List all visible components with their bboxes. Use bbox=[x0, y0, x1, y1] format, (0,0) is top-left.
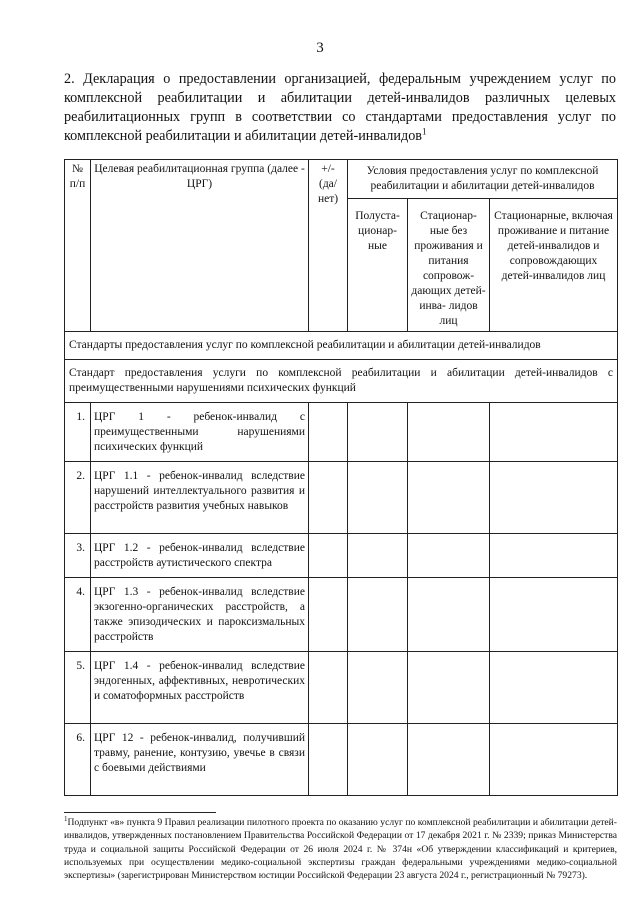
row-group-name: ЦРГ 1.4 - ребенок-инвалид вследствие эндогенных, аффективных, невротических и соматоформных расстройств bbox=[91, 652, 309, 724]
row-number: 1. bbox=[65, 403, 91, 462]
cell-stationary-no-living[interactable] bbox=[408, 578, 490, 652]
cell-semi-stationary[interactable] bbox=[348, 724, 408, 796]
footnote-text: Подпункт «в» пункта 9 Правил реализации пилотного проекта по оказанию услуг по комплексной реабилитации и абилитации детей-инвалидов, утвержденных постановлением Правительства Российской Федерации от 17 декабря 2021 г. № 2339; приказ Министерства труда и социальной защиты Российской Федерации от 26 июля 2024 г. № 374н «Об утверждении классификаций и критериев, используемых при осуществлении медико-социальной экспертизы граждан федеральными учреждениями медико-социальной экспертизы» (зарегистрирован Министерством юстиции Российской Федерации 23 августа 2024 г., регистрационный № 79273). bbox=[64, 817, 617, 882]
footnote bbox=[64, 816, 617, 882]
subsection-row bbox=[65, 360, 618, 403]
cell-yesno[interactable] bbox=[309, 652, 348, 724]
cell-semi-stationary[interactable] bbox=[348, 534, 408, 578]
header-yesno: +/- (да/ нет) bbox=[309, 160, 348, 332]
header-stationary-living: Стационарные, включая проживание и питание детей-инвалидов и сопровождающих детей-инвалидов лиц bbox=[490, 199, 618, 332]
page-number: 3 bbox=[316, 40, 324, 56]
cell-yesno[interactable] bbox=[309, 534, 348, 578]
cell-stationary-living[interactable] bbox=[490, 403, 618, 462]
row-number: 2. bbox=[65, 462, 91, 534]
table-row bbox=[65, 462, 618, 534]
row-group-name: ЦРГ 1 - ребенок-инвалид с преимущественными нарушениями психических функций bbox=[91, 403, 309, 462]
declaration-table bbox=[64, 159, 618, 796]
section-row bbox=[65, 332, 618, 360]
section-title: Стандарты предоставления услуг по комплексной реабилитации и абилитации детей-инвалидов bbox=[65, 332, 618, 360]
cell-stationary-living[interactable] bbox=[490, 462, 618, 534]
header-conditions: Условия предоставления услуг по комплексной реабилитации и абилитации детей-инвалидов bbox=[348, 160, 618, 199]
row-number: 6. bbox=[65, 724, 91, 796]
cell-stationary-living[interactable] bbox=[490, 724, 618, 796]
row-group-name: ЦРГ 12 - ребенок-инвалид, получивший травму, ранение, контузию, увечье в связи с боевыми действиями bbox=[91, 724, 309, 796]
row-group-name: ЦРГ 1.3 - ребенок-инвалид вследствие экзогенно-органических расстройств, а также эпизодических и пароксизмальных расстройств bbox=[91, 578, 309, 652]
table-row bbox=[65, 652, 618, 724]
row-number: 4. bbox=[65, 578, 91, 652]
subsection-title: Стандарт предоставления услуги по комплексной реабилитации и абилитации детей-инвалидов с преимущественными нарушениями психических функций bbox=[65, 360, 618, 403]
header-semi-stationary: Полуста- ционар- ные bbox=[348, 199, 408, 332]
cell-stationary-no-living[interactable] bbox=[408, 534, 490, 578]
row-number: 3. bbox=[65, 534, 91, 578]
cell-yesno[interactable] bbox=[309, 403, 348, 462]
cell-yesno[interactable] bbox=[309, 578, 348, 652]
header-row-1 bbox=[65, 160, 618, 199]
row-group-name: ЦРГ 1.2 - ребенок-инвалид вследствие расстройств аутистического спектра bbox=[91, 534, 309, 578]
header-num: № п/п bbox=[65, 160, 91, 332]
row-group-name: ЦРГ 1.1 - ребенок-инвалид вследствие нарушений интеллектуального развития и расстройств развития учебных навыков bbox=[91, 462, 309, 534]
footnote-divider bbox=[64, 812, 216, 813]
cell-stationary-no-living[interactable] bbox=[408, 462, 490, 534]
cell-stationary-no-living[interactable] bbox=[408, 724, 490, 796]
table-row bbox=[65, 578, 618, 652]
cell-semi-stationary[interactable] bbox=[348, 652, 408, 724]
cell-semi-stationary[interactable] bbox=[348, 578, 408, 652]
cell-semi-stationary[interactable] bbox=[348, 462, 408, 534]
header-stationary-no-living: Стационар- ные без проживания и питания сопровож- дающих детей-инва- лидов лиц bbox=[408, 199, 490, 332]
cell-semi-stationary[interactable] bbox=[348, 403, 408, 462]
heading-text: 2. Декларация о предоставлении организацией, федеральным учреждением услуг по комплексной реабилитации и абилитации детей-инвалидов различных целевых реабилитационных групп в соответствии со стандартами предоставления услуг по комплексной реабилитации и абилитации детей-инвалидов bbox=[64, 71, 616, 144]
cell-yesno[interactable] bbox=[309, 462, 348, 534]
cell-stationary-no-living[interactable] bbox=[408, 403, 490, 462]
cell-yesno[interactable] bbox=[309, 724, 348, 796]
row-number: 5. bbox=[65, 652, 91, 724]
table-row bbox=[65, 403, 618, 462]
cell-stationary-no-living[interactable] bbox=[408, 652, 490, 724]
footnote-number: 1 bbox=[64, 814, 68, 823]
cell-stationary-living[interactable] bbox=[490, 652, 618, 724]
table-row bbox=[65, 534, 618, 578]
header-group: Целевая реабилитационная группа (далее - ЦРГ) bbox=[91, 160, 309, 332]
cell-stationary-living[interactable] bbox=[490, 534, 618, 578]
cell-stationary-living[interactable] bbox=[490, 578, 618, 652]
table-row bbox=[65, 724, 618, 796]
document-heading bbox=[64, 70, 616, 146]
heading-footnote-ref: 1 bbox=[422, 126, 427, 137]
